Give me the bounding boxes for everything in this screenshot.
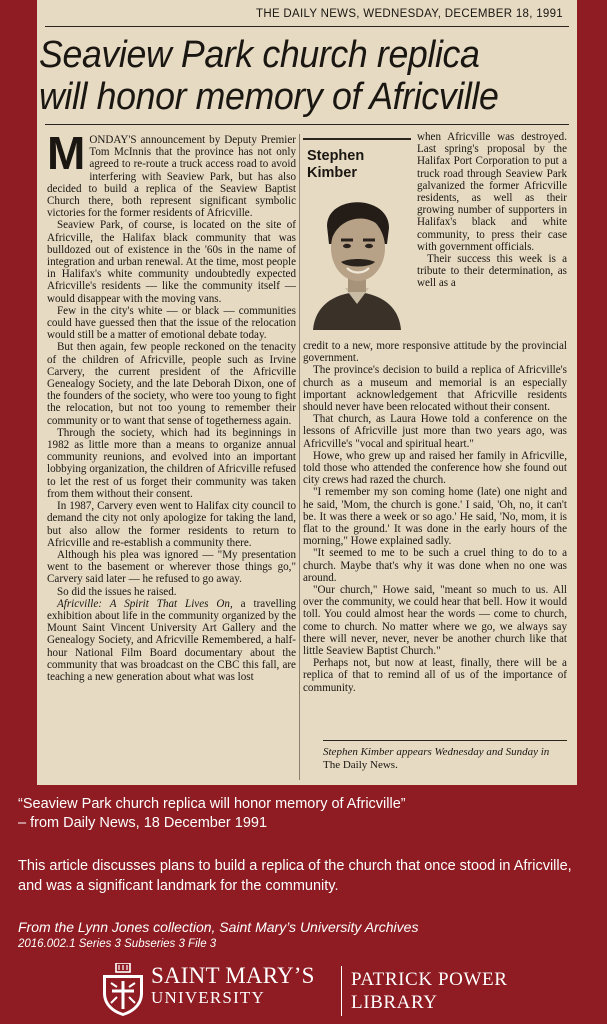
article-paragraph: Few in the city's white — or black — communities could have guessed then that the issue of the relocation would still be a matter of emotional debate today. <box>47 304 296 342</box>
article-paragraph: But then again, few people reckoned on the tenacity of the children of Africville, people such as Irvine Carvery, the current president of the Africville Genealogy Society, and the late Deborah Dixon, one of the founders of the society, who were too young to fight the relocation, but not too young to remember their community or to want that sense of togetherness again. <box>47 341 296 427</box>
article-column-right-top <box>417 131 567 337</box>
logo-divider <box>341 966 342 1016</box>
exhibit-title: Africville: A Spirit That Lives On, <box>57 597 233 610</box>
collection-credit: From the Lynn Jones collection, Saint Mary’s University Archives <box>18 919 419 935</box>
library-label: LIBRARY <box>351 992 438 1013</box>
article-paragraph: That church, as Laura Howe told a conference on the lessons of Africville just more than two years ago, was Africville's "vocal and spiritual heart." <box>303 413 567 450</box>
article-paragraph: So did the issues he raised. <box>57 585 177 598</box>
article-paragraph: Howe, who grew up and raised her family in Africville, told those who attended the conference how she found out city crews had razed the church. <box>303 449 567 487</box>
article-paragraph: MONDAY'S announcement by Deputy Premier Tom McInnis that the province has not only agreed to re-route a truck access road to avoid interfering with Seaview Park, but has also decided to build a replica of the Seaview Baptist Church there, both represent significant symbolic victories for the former residents of Africville. <box>47 134 296 220</box>
university-label: UNIVERSITY <box>151 988 265 1007</box>
headline-line-2: will honor memory of Africville <box>39 76 499 118</box>
column-divider <box>299 134 300 780</box>
library-wordmark <box>351 968 508 1014</box>
article-paragraph: credit to a new, more responsive attitude by the provincial government. <box>303 340 567 365</box>
university-wordmark <box>151 964 315 1008</box>
columnist-footnote: Stephen Kimber appears Wednesday and Sunday in The Daily News. <box>323 740 567 771</box>
article-paragraph: when Africville was destroyed. Last spring's proposal by the Halifax Port Corporation to put a truck road through Seaview Park galvanized the former Africville residents, as well as their growing number of supporters in Halifax's black and white community, to press their case with government officials. <box>417 131 567 253</box>
university-crest-icon <box>100 963 146 1017</box>
dateline: THE DAILY NEWS, WEDNESDAY, DECEMBER 18, 1991 <box>256 8 563 20</box>
article-paragraph: In 1987, Carvery even went to Halifax city council to demand the city not only apologize for taking the land, but also allow the former residents to return to Africville and re-establish a community there. <box>47 500 296 549</box>
article-paragraph: Seaview Park, of course, is located on the site of Africville, the Halifax black community that was bulldozed out of existence in the '60s in the name of integration and urban renewal. At the time, most people in Halifax's white community undoubtedly expected Africville's residents — like the community itself — would disappear with the moving vans. <box>47 219 296 305</box>
drop-cap: M <box>47 134 86 179</box>
headline <box>39 34 543 118</box>
archive-file-number: 2016.002.1 Series 3 Subseries 3 File 3 <box>18 938 217 950</box>
library-name: PATRICK POWER <box>351 969 508 990</box>
article-column-left <box>47 134 296 780</box>
article-paragraph: "It seemed to me to be such a cruel thing to do to a church. Maybe that's why it was done when no one was around. <box>303 547 567 584</box>
caption-description: This article discusses plans to build a replica of the church that once stood in Africville, and was a significant landmark for the community. <box>18 858 572 894</box>
caption-title: “Seaview Park church replica will honor memory of Africville” <box>18 796 406 812</box>
article-paragraph: Their success this week is a tribute to their determination, as well as a <box>417 253 567 290</box>
article-paragraph: Perhaps not, but now at least, finally, there will be a replica of that to remind all of us of the importance of community. <box>303 657 567 694</box>
article-paragraph: The province's decision to build a replica of Africville's church as a museum and memorial is an especially important acknowledgement that Africville residents should never have been relocated without their consent. <box>303 364 567 414</box>
caption-source: – from Daily News, 18 December 1991 <box>18 815 268 831</box>
columnist-box <box>303 138 411 330</box>
article-paragraph: "I remember my son coming home (late) one night and he said, 'Mom, the church is gone.' I said, 'Oh, no, it can't be. It was there a week or so ago.' He said, 'No, mom, it is flat to the ground.' It was done in the early hours of the morning," Howe explained sadly. <box>303 486 567 548</box>
article-paragraph: "Our church," Howe said, "meant so much to us. All over the community, we could hear that bell. How it would toll. You could almost hear the words — come to church, come to church. No matter where we go, we always say there will never, never, never be another church like that little Seaview Baptist Church." <box>303 584 567 658</box>
dateline-rule <box>45 26 569 27</box>
columnist-portrait <box>303 188 411 330</box>
article-column-right <box>303 340 567 726</box>
headline-line-1: Seaview Park church replica <box>39 34 480 76</box>
university-name: SAINT MARY’S <box>151 963 315 988</box>
headline-rule <box>45 124 569 125</box>
columnist-byline: Stephen Kimber <box>307 148 365 181</box>
article-paragraph: Although his plea was ignored — "My presentation went to the basement or wherever those things go," Carvery said later — he refused to go away. <box>47 548 296 586</box>
newspaper-clipping <box>37 0 577 785</box>
article-paragraph: Africville: A Spirit That Lives On, a travelling exhibition about life in the community organized by the Mount Saint Vincent University Art Gallery and the Genealogy Society, and Africville Remembered, a half-hour National Film Board documentary about the community that was broadcast on the CBC this fall, are teaching a new generation about what was lost <box>47 597 296 683</box>
article-paragraph: Through the society, which had its beginnings in 1982 as little more than a means to organize annual community reunions, and evolved into an important lobbying organization, the children of Africville refused to let the rest of us forget their community was taken from them without their consent. <box>47 426 296 500</box>
